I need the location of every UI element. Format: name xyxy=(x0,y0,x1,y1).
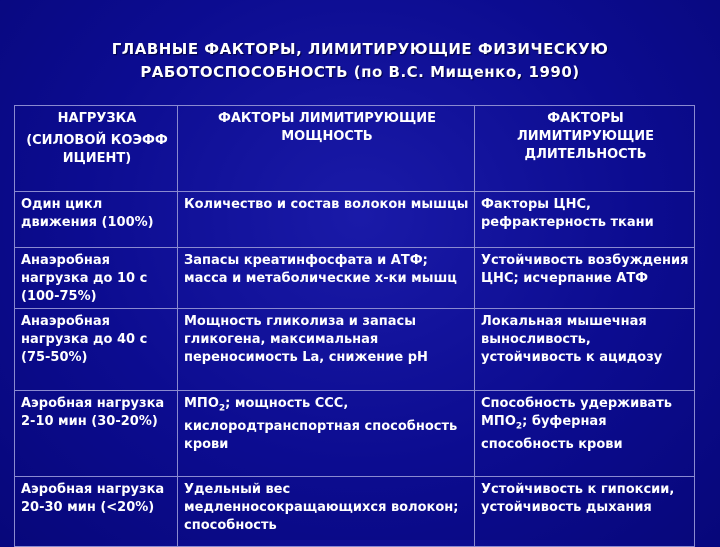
table-row xyxy=(15,248,695,309)
cell-power: Мощность гликолиза и запасы гликогена, максимальная переносимость La, снижение рН xyxy=(178,309,475,391)
table-row xyxy=(15,309,695,391)
cell-duration: Устойчивость возбуждения ЦНС; исчерпание АТФ xyxy=(475,248,695,309)
cell-power xyxy=(178,391,475,477)
header-duration: ФАКТОРЫ ЛИМИТИРУЮЩИЕ ДЛИТЕЛЬНОСТЬ xyxy=(475,106,695,192)
cell-load: Анаэробная нагрузка до 40 с (75-50%) xyxy=(15,309,178,391)
subscript: 2 xyxy=(218,403,226,414)
table-header-row xyxy=(15,106,695,192)
cell-duration-text-rest: ; буферная способность крови xyxy=(481,414,623,452)
table-row xyxy=(15,477,695,547)
cell-duration xyxy=(475,391,695,477)
title-line-2: РАБОТОСПОСОБНОСТЬ (по В.С. Мищенко, 1990) xyxy=(140,63,580,81)
table-row xyxy=(15,391,695,477)
cell-duration: Локальная мышечная выносливость, устойчивость к ацидозу xyxy=(475,309,695,391)
header-load xyxy=(15,106,178,192)
cell-power-text: МПО xyxy=(184,396,219,411)
cell-power: Запасы креатинфосфата и АТФ; масса и метаболические х-ки мышц xyxy=(178,248,475,309)
cell-duration-text: Способность удерживать МПО xyxy=(481,396,672,429)
cell-load: Анаэробная нагрузка до 10 с (100-75%) xyxy=(15,248,178,309)
table-row xyxy=(15,192,695,248)
cell-power-text-rest: ; мощность ССС, кислородтранспортная способность крови xyxy=(184,396,458,452)
header-power: ФАКТОРЫ ЛИМИТИРУЮЩИЕ МОЩНОСТЬ xyxy=(178,106,475,192)
cell-duration: Устойчивость к гипоксии, устойчивость дыхания xyxy=(475,477,695,547)
cell-duration: Факторы ЦНС, рефрактерность ткани xyxy=(475,192,695,248)
title-line-1: ГЛАВНЫЕ ФАКТОРЫ, ЛИМИТИРУЮЩИЕ ФИЗИЧЕСКУЮ xyxy=(111,40,609,58)
cell-power: Количество и состав волокон мышцы xyxy=(178,192,475,248)
header-load-title: НАГРУЗКА xyxy=(57,111,137,126)
cell-load: Один цикл движения (100%) xyxy=(15,192,178,248)
subscript: 2 xyxy=(515,421,523,432)
cell-load: Аэробная нагрузка 20-30 мин (<20%) xyxy=(15,477,178,547)
header-load-subtitle: (СИЛОВОЙ КОЭФФИЦИЕНТ) xyxy=(26,133,168,166)
factors-table xyxy=(14,105,695,547)
cell-power: Удельный вес медленносокращающихся волокон; способность xyxy=(178,477,475,547)
cell-load: Аэробная нагрузка 2-10 мин (30-20%) xyxy=(15,391,178,477)
page-title xyxy=(0,38,720,84)
